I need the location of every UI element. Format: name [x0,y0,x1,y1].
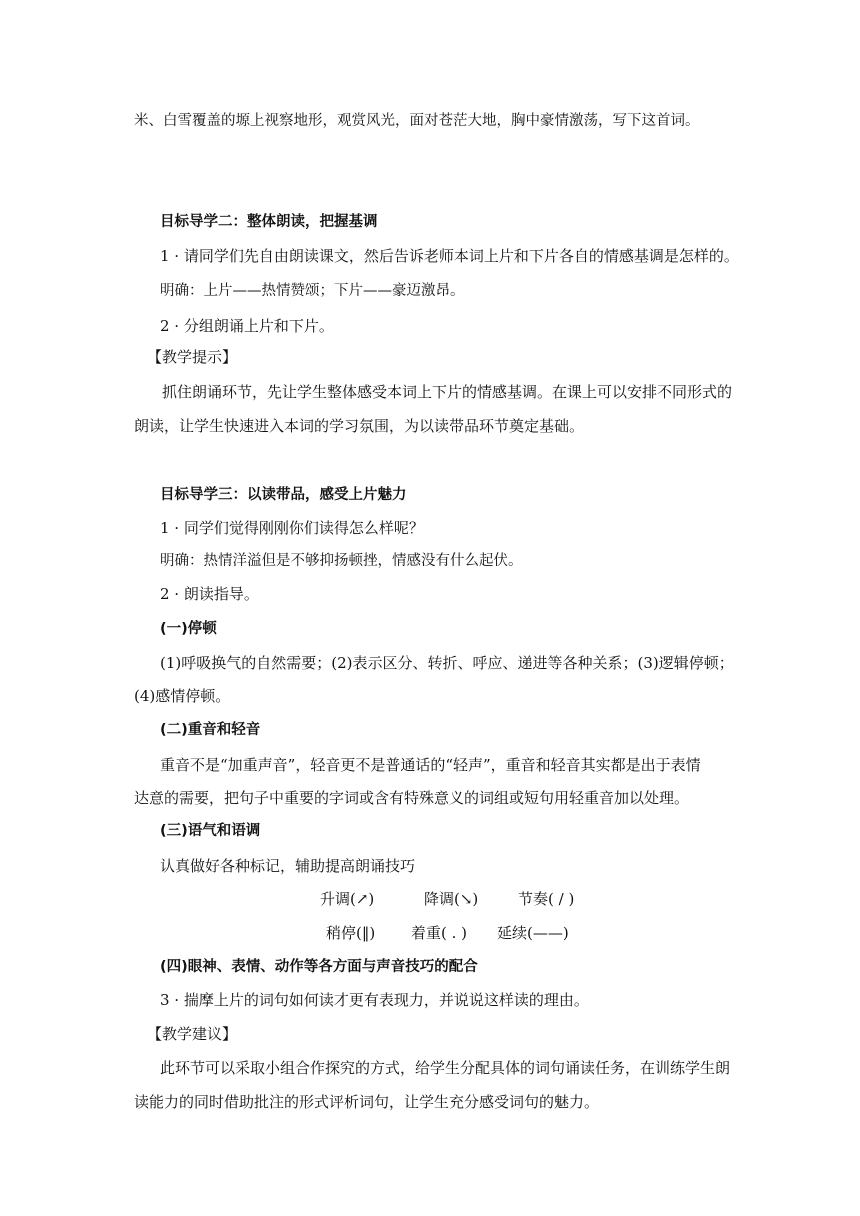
tone-subheading: (三)语气和语调 [160,823,261,839]
section2-tip-label: 【教学提示】 [147,348,238,366]
intro-continuation: 米、白雪覆盖的塬上视察地形，观赏风光，面对苍茫大地，胸中豪情激荡，写下这首词。 [134,113,700,129]
mark-rising: 升调(↗) [320,890,375,908]
pause-line2: (4)感情停顿。 [134,687,231,705]
section3-heading: 目标导学三：以读带品，感受上片魅力 [160,487,407,503]
mark-pause: 稍停(‖) [326,924,376,942]
stress-subheading: (二)重音和轻音 [160,722,261,738]
section3-advice-line1: 此环节可以采取小组合作探究的方式，给学生分配具体的词句诵读任务，在训练学生朗 [160,1059,731,1077]
mark-continue: 延续(——) [497,924,569,942]
section2-item2: 2 · 分组朗诵上片和下片。 [160,317,334,335]
section3-advice-line2: 读能力的同时借助批注的形式评析词句，让学生充分感受词句的魅力。 [134,1093,600,1111]
section3-answer1: 明确：热情洋溢但是不够抑扬顿挫，情感没有什么起伏。 [160,553,523,569]
mark-rhythm: 节奏( / ) [518,890,575,908]
section2-tip-line2: 朗读，让学生快速进入本词的学习氛围，为以读带品环节奠定基础。 [134,417,585,435]
mark-emphasis: 着重( . ) [411,924,468,942]
section2-tip-line1: 抓住朗诵环节，先让学生整体感受本词上下片的情感基调。在课上可以安排不同形式的 [162,383,733,401]
section2-answer1: 明确：上片——热情赞颂；下片——豪迈激昂。 [160,283,465,299]
mark-falling: 降调(↘) [424,890,479,908]
section2-item1: 1 · 请同学们先自由朗读课文，然后告诉老师本词上片和下片各自的情感基调是怎样的。 [160,247,739,265]
section3-item3: 3 · 揣摩上片的词句如何读才更有表现力，并说说这样读的理由。 [160,991,589,1009]
section3-item2: 2 · 朗读指导。 [160,585,259,603]
section3-advice-label: 【教学建议】 [147,1025,238,1043]
stress-line2: 达意的需要，把句子中重要的字词或含有特殊意义的词组或短句用轻重音加以处理。 [134,789,690,807]
marks-row-2 [326,923,569,943]
section2-heading: 目标导学二：整体朗读，把握基调 [160,214,378,230]
stress-line1: 重音不是“加重声音”，轻音更不是普通话的“轻声”，重音和轻音其实都是出于表情 [160,756,701,774]
pause-line1: (1)呼吸换气的自然需要；(2)表示区分、转折、呼应、递进等各种关系；(3)逻辑停顿； [160,654,734,672]
expression-subheading: (四)眼神、表情、动作等各方面与声音技巧的配合 [160,959,478,975]
tone-line1: 认真做好各种标记，辅助提高朗诵技巧 [160,857,416,875]
section3-item1: 1 · 同学们觉得刚刚你们读得怎么样呢？ [160,519,424,537]
marks-row-1 [320,889,574,909]
pause-subheading: (一)停顿 [160,621,217,637]
